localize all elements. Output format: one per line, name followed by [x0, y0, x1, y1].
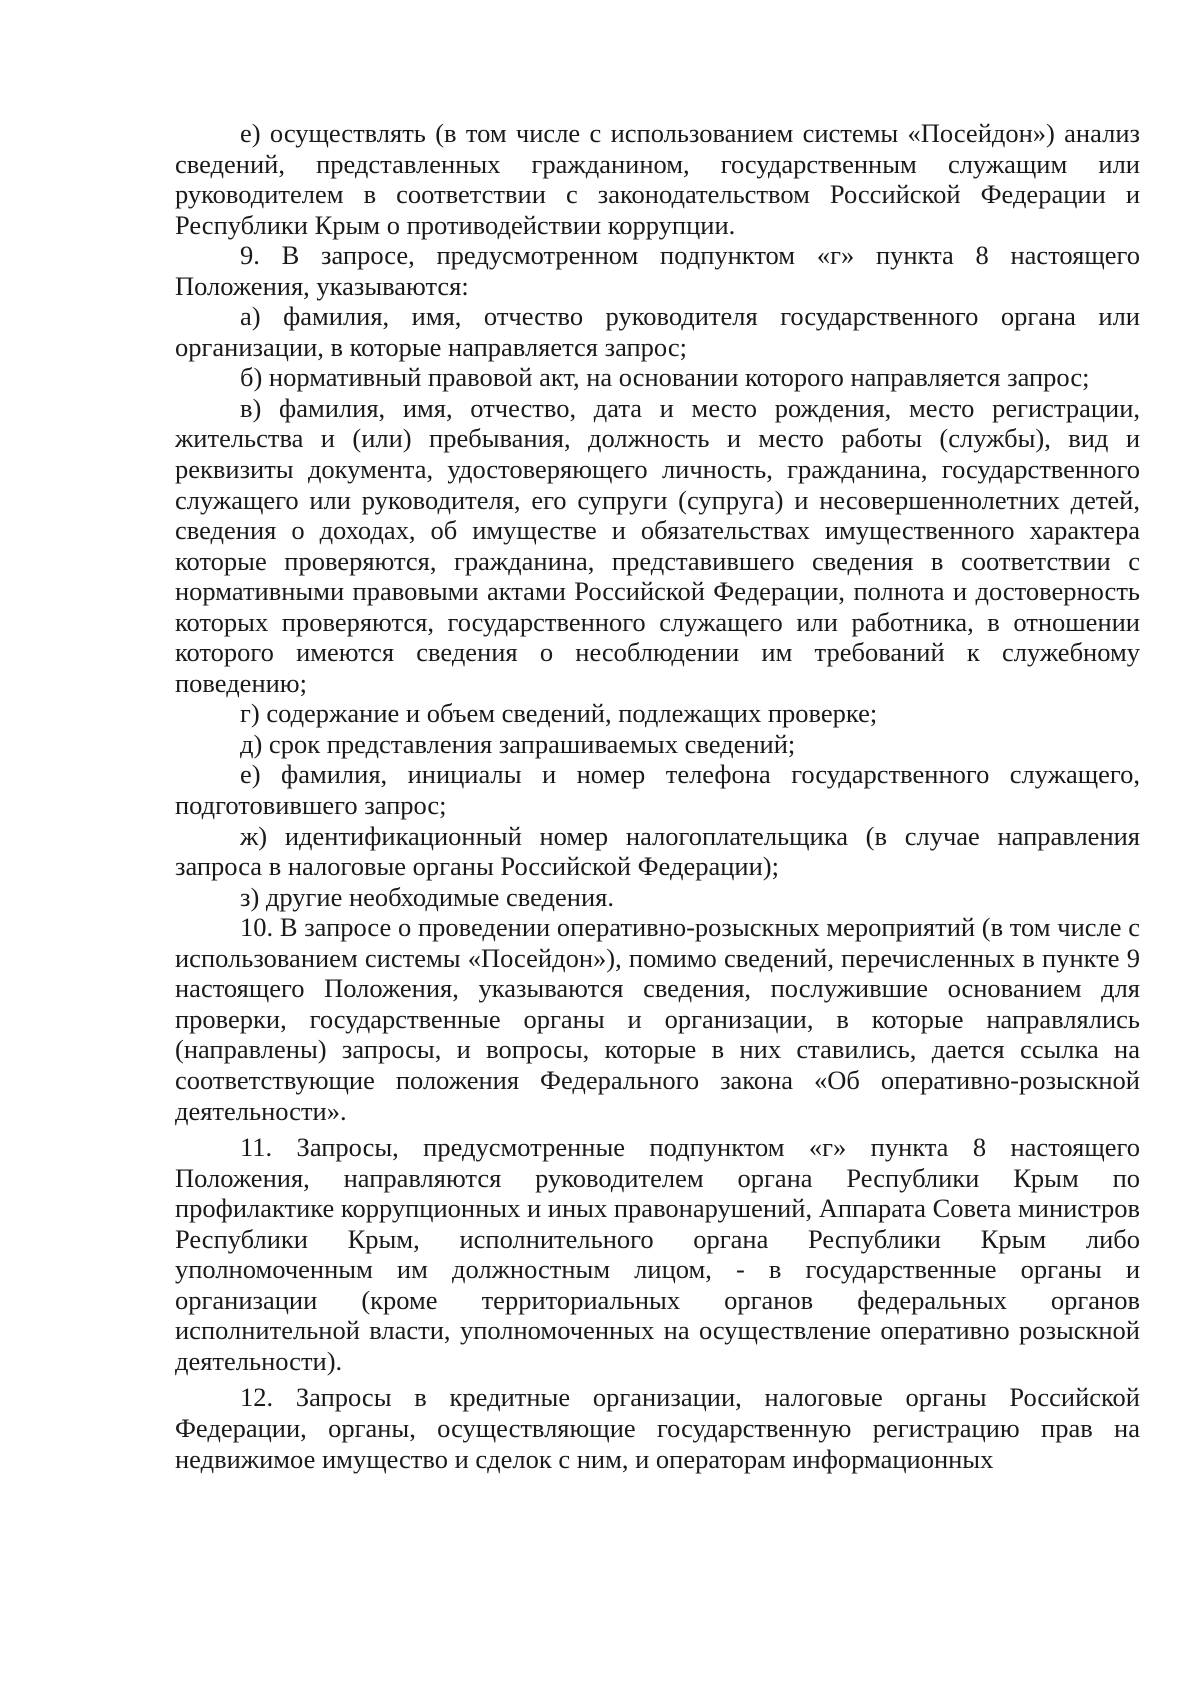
paragraph-9a: а) фамилия, имя, отчество руководителя государственного органа или организации, в которые направляется запрос;: [175, 301, 1140, 362]
paragraph-9d: д) срок представления запрашиваемых сведений;: [240, 728, 796, 759]
paragraph-9z: з) другие необходимые сведения.: [240, 881, 614, 912]
paragraph-10: 10. В запросе о проведении оперативно-розыскных мероприятий (в том числе с использованием системы «Посейдон»), помимо сведений, перечисленных в пункте 9 настоящего Положения, указываются сведения, послужившие основанием для проверки, государственные органы и организации, в которые направлялись (направлены) запросы, и вопросы, которые в них ставились, дается ссылка на соответствующие положения Федерального закона «Об оперативно-розыскной деятельности».: [175, 912, 1140, 1126]
document-page: [175, 118, 1140, 1474]
paragraph-9g: г) содержание и объем сведений, подлежащих проверке;: [240, 698, 878, 729]
paragraph-9v: в) фамилия, имя, отчество, дата и место рождения, место регистрации, жительства и (или) пребывания, должность и место работы (службы), вид и реквизиты документа, удостоверяющего личность, гражданина, государственного служащего или руководителя, его супруги (супруга) и несовершеннолетних детей, сведения о доходах, об имуществе и обязательствах имущественного характера которые проверяются, гражданина, представившего сведения в соответствии с нормативными правовыми актами Российской Федерации, полнота и достоверность которых проверяются, государственного служащего или работника, в отношении которого имеются сведения о несоблюдении им требований к служебному поведению;: [175, 392, 1140, 698]
paragraph-9e: е) фамилия, инициалы и номер телефона государственного служащего, подготовившего запрос;: [175, 759, 1140, 821]
paragraph-9zh: ж) идентификационный номер налогоплательщика (в случае направления запроса в налоговые органы Российской Федерации);: [175, 820, 1140, 882]
paragraph-12: 12. Запросы в кредитные организации, налоговые органы Российской Федерации, органы, осуществляющие государственную регистрацию прав на недвижимое имущество и сделок с ним, и операторам информационных: [175, 1382, 1140, 1474]
paragraph-9: 9. В запросе, предусмотренном подпунктом «г» пункта 8 настоящего Положения, указываются:: [175, 240, 1140, 301]
paragraph-9b: б) нормативный правовой акт, на основании которого направляется запрос;: [240, 362, 1090, 393]
paragraph-11: 11. Запросы, предусмотренные подпунктом «г» пункта 8 настоящего Положения, направляются руководителем органа Республики Крым по профилактике коррупционных и иных правонарушений, Аппарата Совета министров Республики Крым, исполнительного органа Республики Крым либо уполномоченным им должностным лицом, - в государственные органы и организации (кроме территориальных органов федеральных органов исполнительной власти, уполномоченных на осуществление оперативно розыскной деятельности).: [175, 1132, 1140, 1376]
paragraph-e-analysis: е) осуществлять (в том числе с использованием системы «Посейдон») анализ сведений, представленных гражданином, государственным служащим или руководителем в соответствии с законодательством Российской Федерации и Республики Крым о противодействии коррупции.: [175, 118, 1140, 240]
